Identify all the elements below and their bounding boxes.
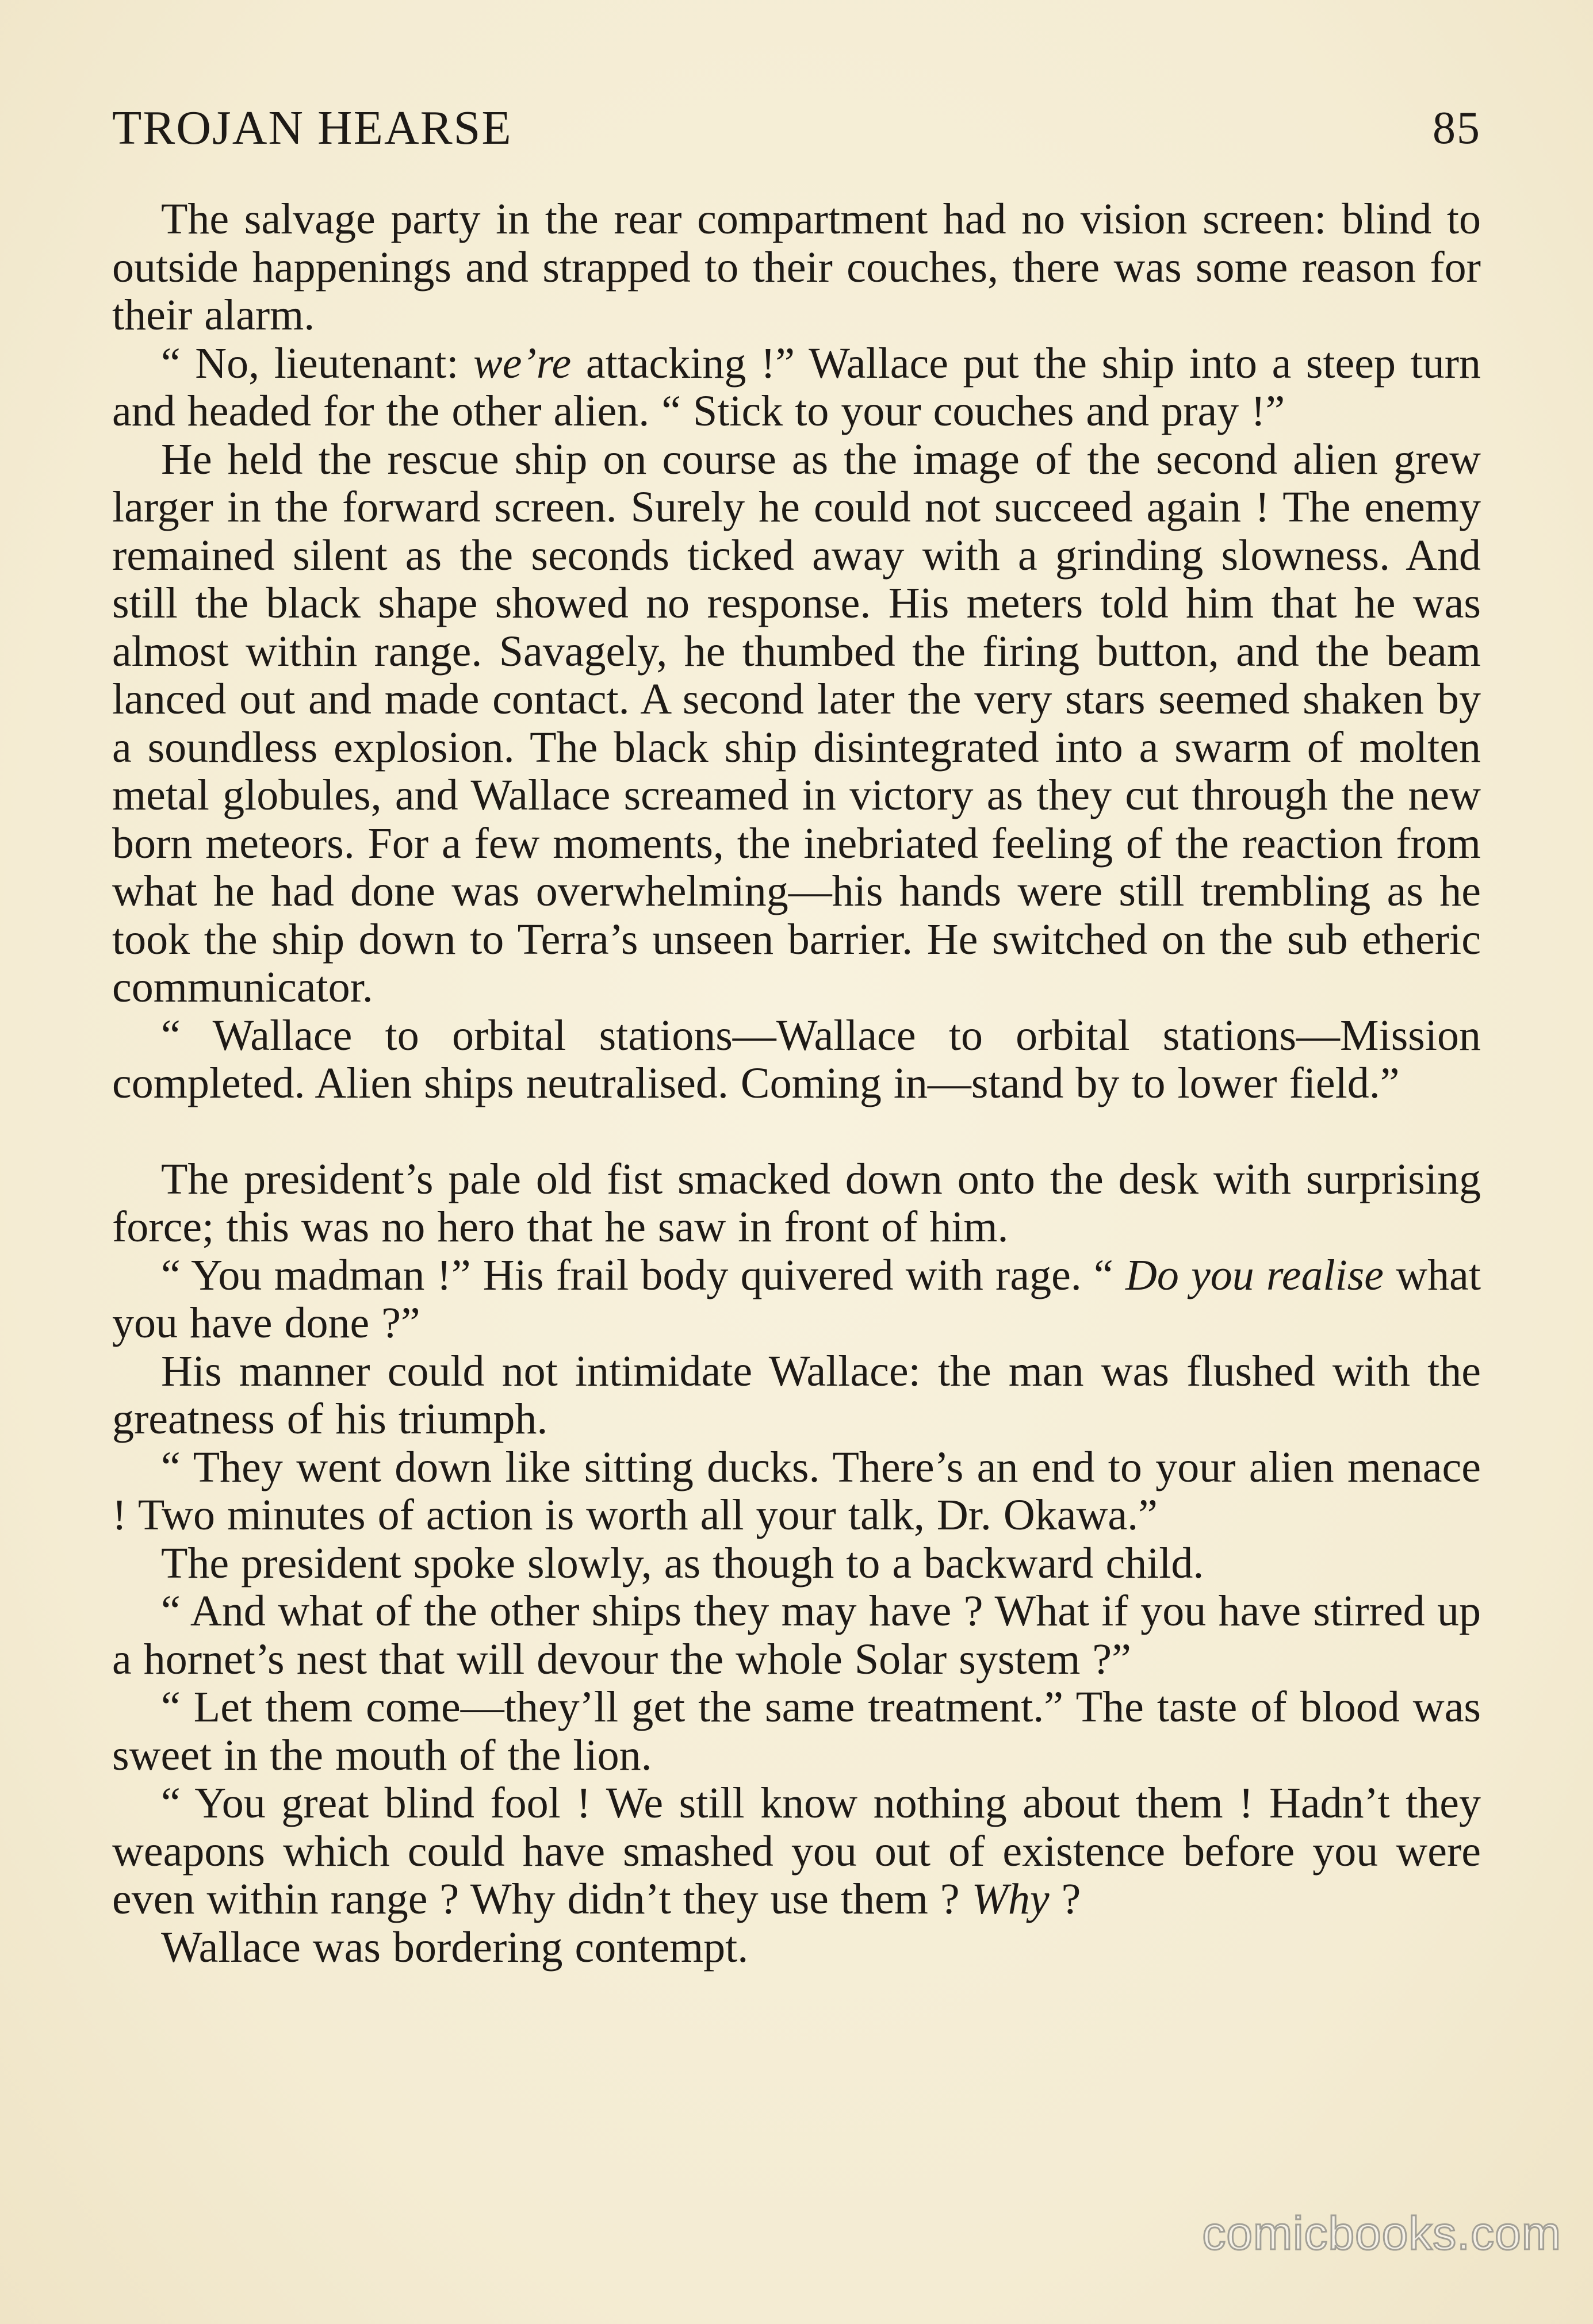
paragraph: He held the rescue ship on course as the image of the second alien grew larger in the forward screen. Surely he could not succeed again ! The enemy remained silent as the seconds ticked away with a grinding slowness. And still the black shape showed no response. His meters told him that he was almost within range. Savagely, he thumbed the firing button, and the beam lanced out and made contact. A second later the very stars seemed shaken by a soundless explosion. The black ship disintegrated into a swarm of molten metal globules, and Wallace screamed in victory as they cut through the new born meteors. For a few moments, the inebriated feeling of the reaction from what he had done was overwhelming—his hands were still trembling as he took the ship down to Terra’s unseen barrier. He switched on the sub etheric communicator.: [112, 435, 1481, 1011]
paragraph: “ And what of the other ships they may have ? What if you have stirred up a hornet’s nest that will devour the whole Solar system ?”: [112, 1587, 1481, 1683]
page-number: 85: [1433, 103, 1481, 154]
emphasis: Why: [971, 1875, 1050, 1923]
emphasis: Do you realise: [1125, 1251, 1384, 1299]
watermark: comicbooks.com: [1202, 2207, 1561, 2260]
paragraph: The president’s pale old fist smacked down onto the desk with surprising force; this was no hero that he saw in front of him.: [112, 1155, 1481, 1251]
section-break: [112, 1108, 1481, 1156]
paragraph: “ You madman !” His frail body quivered with rage. “ Do you realise what you have done ?”: [112, 1251, 1481, 1347]
paragraph: “ Let them come—they’ll get the same treatment.” The taste of blood was sweet in the mouth of the lion.: [112, 1683, 1481, 1780]
paragraph: “ You great blind fool ! We still know nothing about them ! Hadn’t they weapons which could have smashed you out of existence before you were even within range ? Why didn’t they use them ? Why ?: [112, 1779, 1481, 1923]
paragraph: “ No, lieutenant: we’re attacking !” Wallace put the ship into a steep turn and headed for the other alien. “ Stick to your couches and pray !”: [112, 339, 1481, 435]
paragraph: The president spoke slowly, as though to a backward child.: [161, 1539, 1204, 1587]
emphasis: we’re: [473, 339, 572, 388]
paragraph: “ They went down like sitting ducks. There’s an end to your alien menace ! Two minutes of action is worth all your talk, Dr. Okawa.”: [112, 1443, 1481, 1539]
paragraph: His manner could not intimidate Wallace: the man was flushed with the greatness of his triumph.: [112, 1347, 1481, 1443]
paragraph: The salvage party in the rear compartment had no vision screen: blind to outside happenings and strapped to their couches, there was some reason for their alarm.: [112, 195, 1481, 339]
paragraph: Wallace was bordering contempt.: [161, 1923, 749, 1972]
paragraph: “ Wallace to orbital stations—Wallace to orbital stations—Mission completed. Alien ships neutralised. Coming in—stand by to lower field.”: [112, 1011, 1481, 1107]
page-header: [112, 97, 1481, 160]
body-text: [112, 195, 1481, 1972]
running-title: TROJAN HEARSE: [112, 101, 512, 155]
